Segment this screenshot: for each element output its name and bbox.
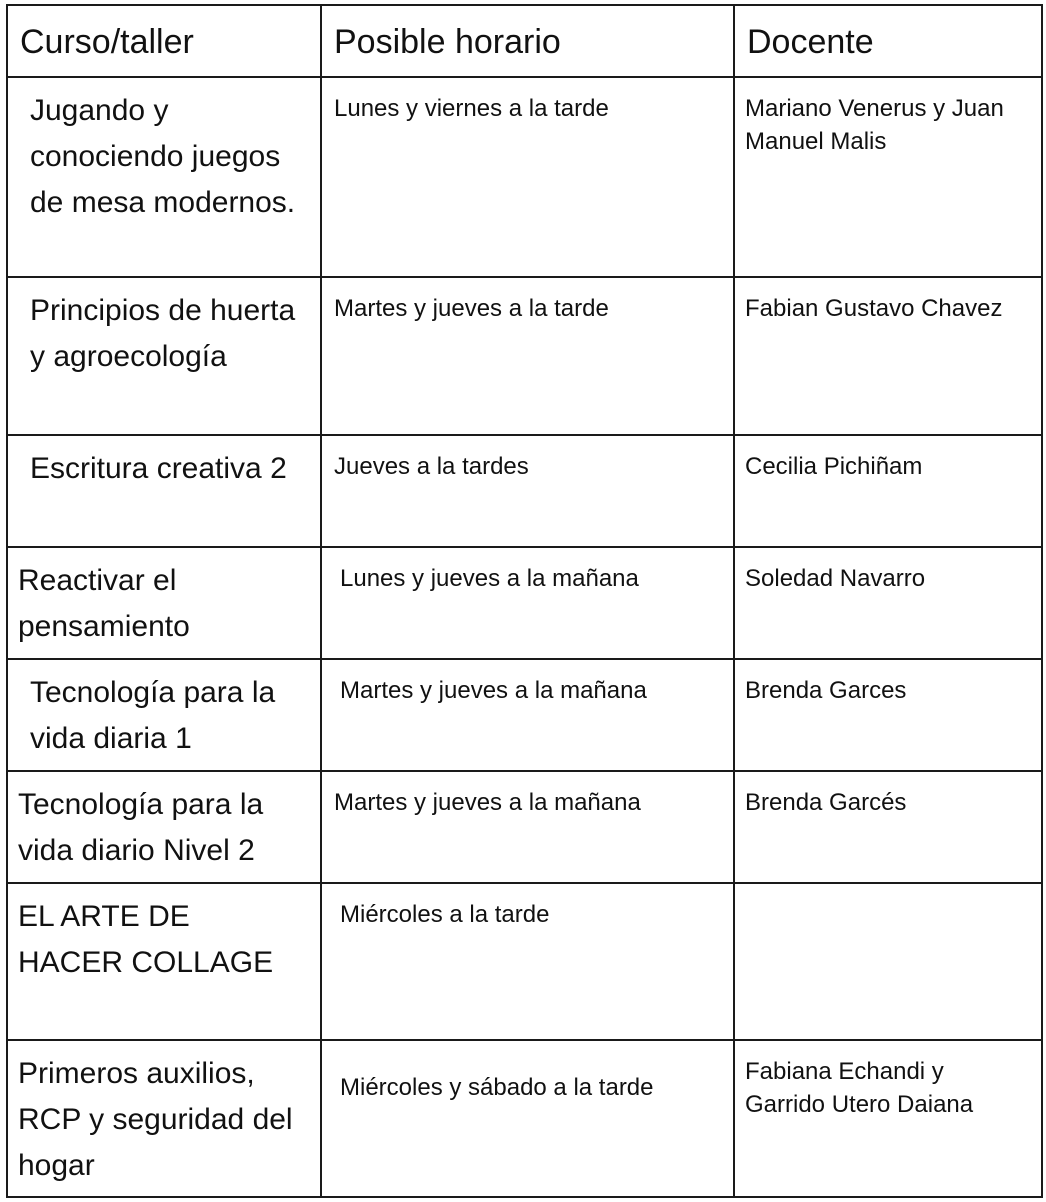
teacher-cell: Fabian Gustavo Chavez — [734, 277, 1042, 435]
hours-cell: Lunes y jueves a la mañana — [321, 547, 734, 659]
teacher-cell: Cecilia Pichiñam — [734, 435, 1042, 547]
table-row — [7, 547, 1042, 659]
course-cell: EL ARTE DE HACER COLLAGE — [7, 883, 321, 1040]
course-cell: Tecnología para la vida diaria 1 — [7, 659, 321, 771]
table-row — [7, 1040, 1042, 1197]
column-header-teacher: Docente — [734, 5, 1042, 77]
table-header-row — [7, 5, 1042, 77]
table-row — [7, 883, 1042, 1040]
hours-cell: Lunes y viernes a la tarde — [321, 77, 734, 277]
column-header-hours: Posible horario — [321, 5, 734, 77]
hours-cell: Miércoles y sábado a la tarde — [321, 1040, 734, 1197]
column-header-course: Curso/taller — [7, 5, 321, 77]
teacher-cell: Brenda Garcés — [734, 771, 1042, 883]
course-cell: Primeros auxilios, RCP y seguridad del hogar — [7, 1040, 321, 1197]
course-cell: Jugando y conociendo juegos de mesa modernos. — [7, 77, 321, 277]
course-cell: Principios de huerta y agroecología — [7, 277, 321, 435]
table-row — [7, 435, 1042, 547]
hours-cell: Miércoles a la tarde — [321, 883, 734, 1040]
table-row — [7, 277, 1042, 435]
teacher-cell: Mariano Venerus y Juan Manuel Malis — [734, 77, 1042, 277]
hours-cell: Jueves a la tardes — [321, 435, 734, 547]
course-cell: Reactivar el pensamiento — [7, 547, 321, 659]
course-cell: Tecnología para la vida diario Nivel 2 — [7, 771, 321, 883]
teacher-cell: Brenda Garces — [734, 659, 1042, 771]
table-row — [7, 77, 1042, 277]
table-row — [7, 771, 1042, 883]
course-schedule-table — [6, 4, 1043, 1198]
hours-cell: Martes y jueves a la tarde — [321, 277, 734, 435]
course-cell: Escritura creativa 2 — [7, 435, 321, 547]
hours-cell: Martes y jueves a la mañana — [321, 771, 734, 883]
table-row — [7, 659, 1042, 771]
teacher-cell: Fabiana Echandi y Garrido Utero Daiana — [734, 1040, 1042, 1197]
hours-cell: Martes y jueves a la mañana — [321, 659, 734, 771]
teacher-cell: Soledad Navarro — [734, 547, 1042, 659]
teacher-cell — [734, 883, 1042, 1040]
